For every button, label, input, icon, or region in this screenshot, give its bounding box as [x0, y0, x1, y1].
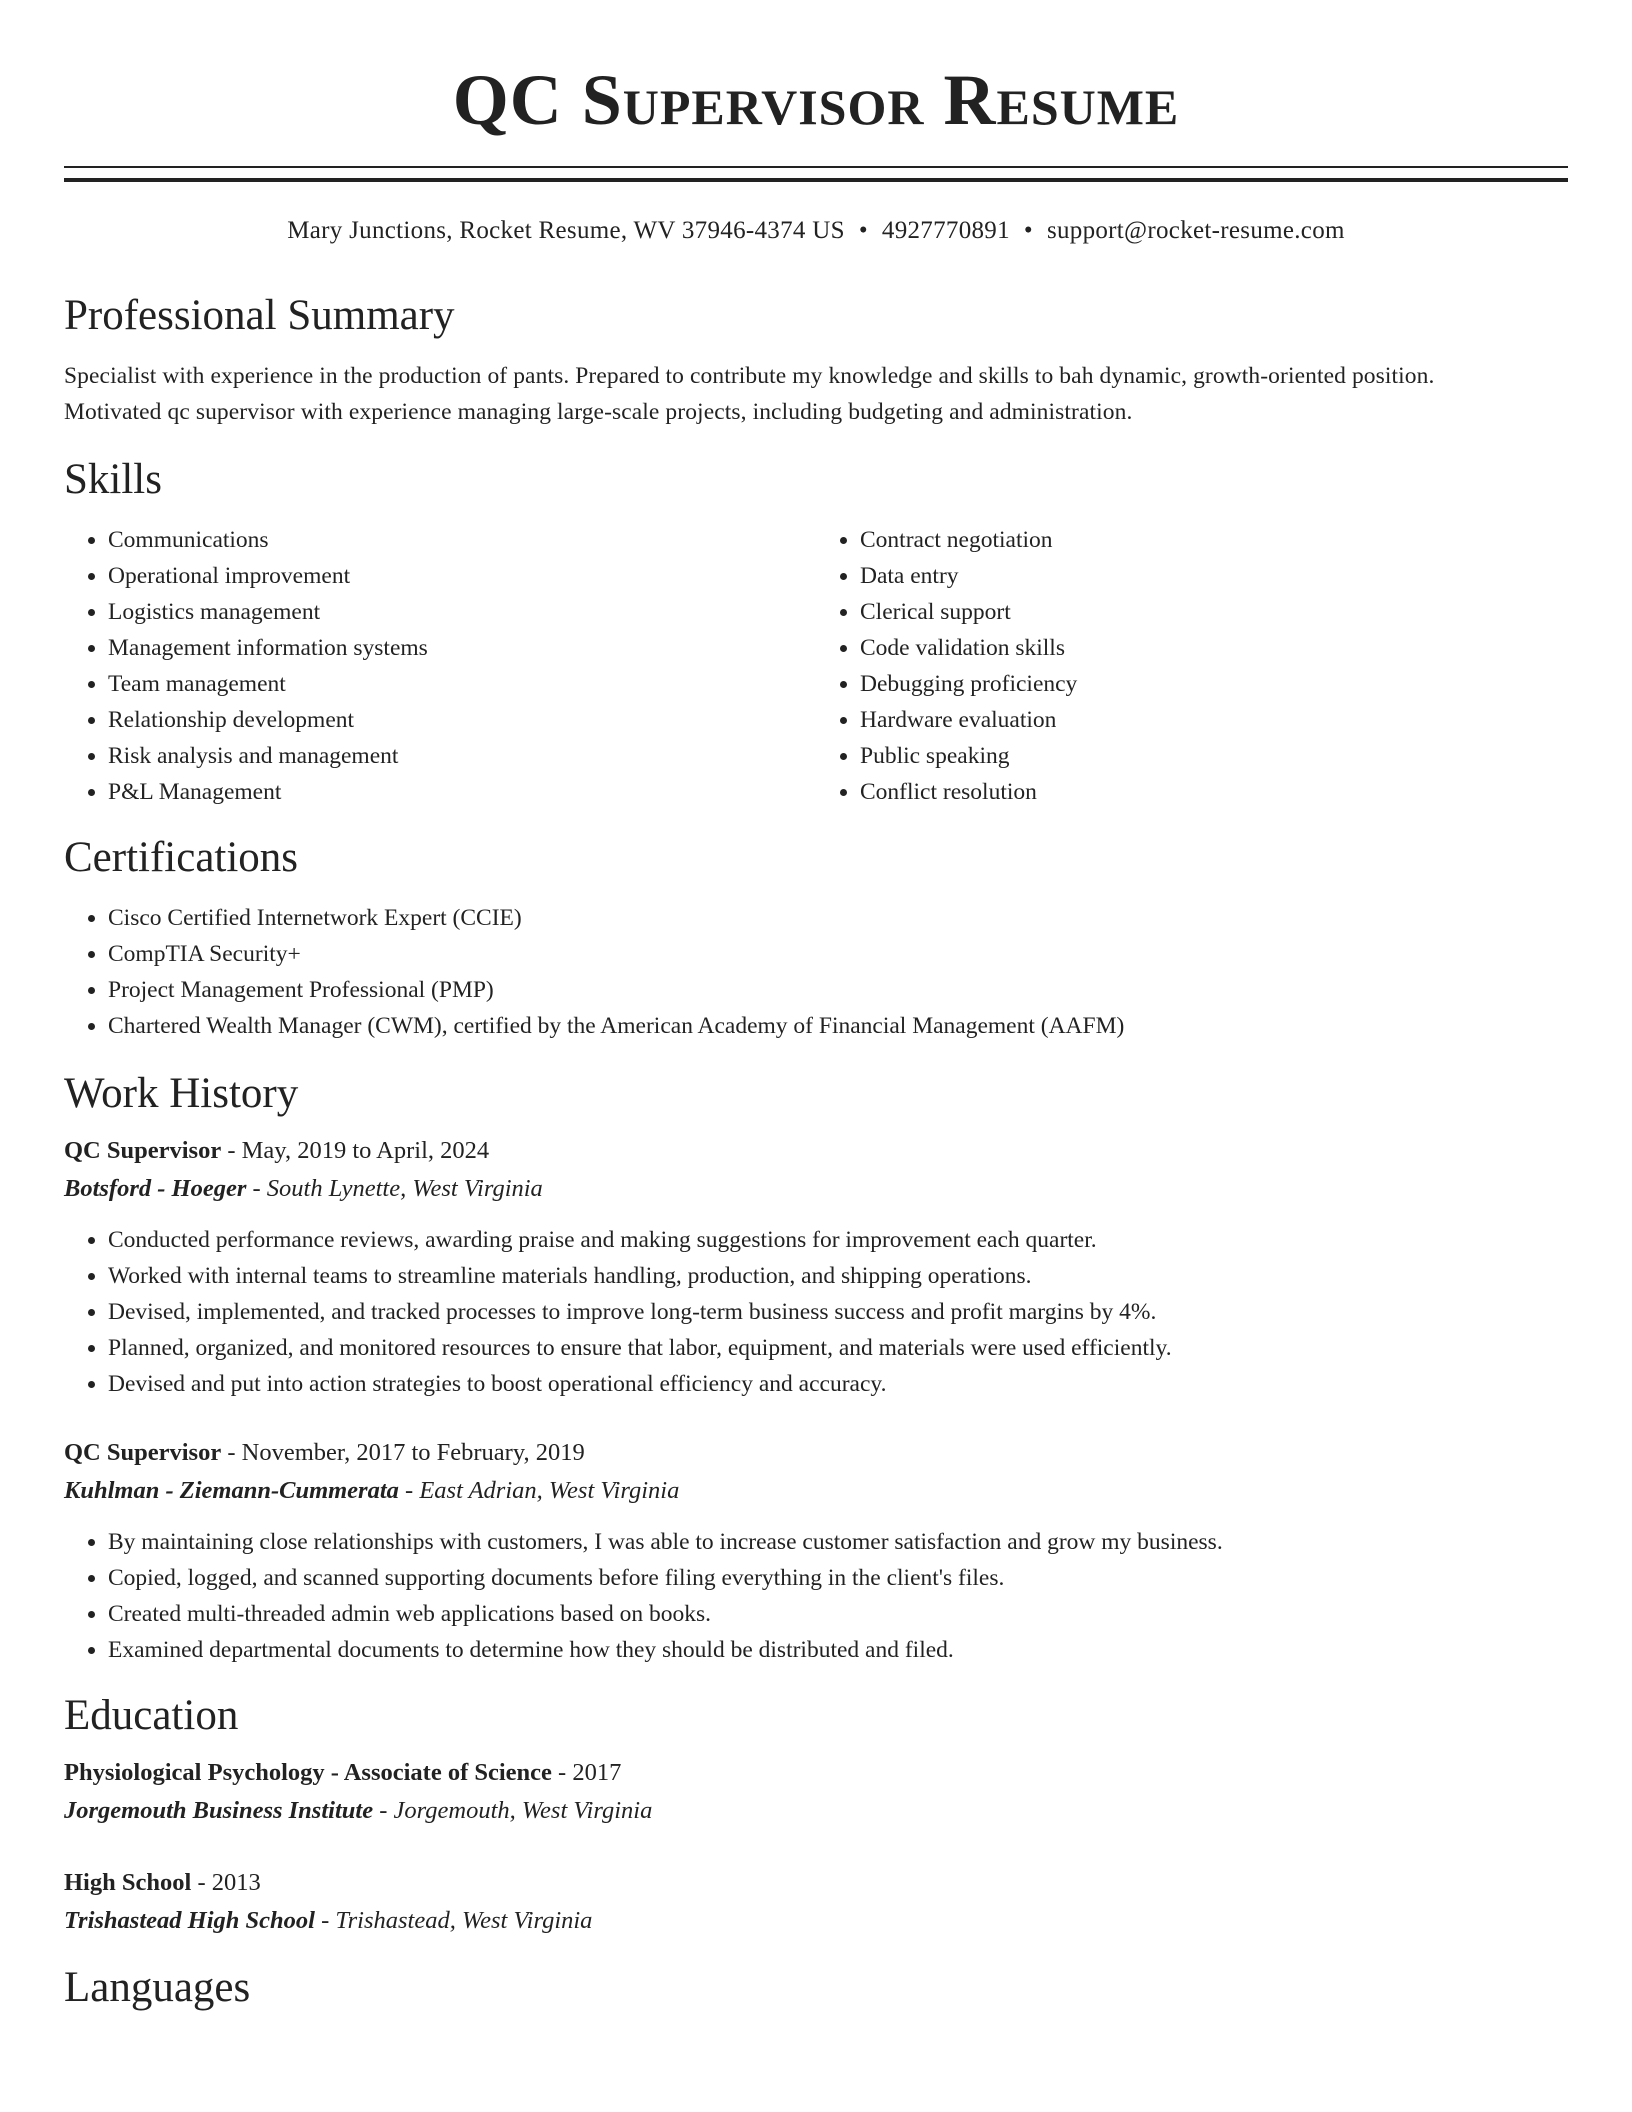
skill-item: • Management information systems [108, 630, 816, 666]
job-entry [64, 1434, 1568, 1668]
skill-item: • Data entry [860, 558, 1568, 594]
job-organization [64, 1170, 1568, 1208]
contact-separator: • [858, 217, 868, 244]
job-bullet: • Devised, implemented, and tracked processes to improve long-term business success and profit margins by 4%. [108, 1294, 1568, 1330]
job-bullet: • Created multi-threaded admin web applications based on books. [108, 1596, 1568, 1632]
job-bullet: • Examined departmental documents to determine how they should be distributed and filed. [108, 1632, 1568, 1668]
dash-separator: - [551, 1759, 573, 1786]
job-bullets [64, 1524, 1568, 1668]
certifications-list [64, 900, 1568, 1044]
education-location: Trishastead, West Virginia [335, 1907, 593, 1934]
section-heading-work-history: Work History [64, 1070, 299, 1117]
dash-separator: - [191, 1869, 212, 1896]
job-company: Botsford - Hoeger [64, 1175, 247, 1202]
skill-item: • Communications [108, 522, 816, 558]
education-year: 2017 [572, 1759, 622, 1786]
dash-separator: - [221, 1439, 242, 1466]
job-dates: May, 2019 to April, 2024 [241, 1137, 490, 1164]
contact-separator: • [1023, 217, 1033, 244]
dash-separator: - [246, 1175, 267, 1202]
contact-address: Mary Junctions, Rocket Resume, WV 37946-4374 US [287, 217, 845, 244]
section-heading-education: Education [64, 1692, 239, 1739]
skill-item: • Operational improvement [108, 558, 816, 594]
contact-line [64, 216, 1568, 246]
education-degree: High School [64, 1869, 192, 1896]
dash-separator: - [221, 1137, 242, 1164]
dash-separator: - [314, 1907, 336, 1934]
contact-phone: 4927770891 [881, 217, 1010, 244]
section-heading-summary: Professional Summary [64, 292, 455, 339]
job-heading [64, 1434, 1568, 1472]
job-title: QC Supervisor [64, 1137, 222, 1164]
job-bullet: • By maintaining close relationships with customers, I was able to increase customer satisfaction and grow my business. [108, 1524, 1568, 1560]
education-location: Jorgemouth, West Virginia [393, 1797, 653, 1824]
education-heading [64, 1864, 1568, 1902]
skill-item: • Logistics management [108, 594, 816, 630]
contact-email: support@rocket-resume.com [1046, 217, 1345, 244]
skill-item: • Conflict resolution [860, 774, 1568, 810]
skill-item: • Hardware evaluation [860, 702, 1568, 738]
certification-item: • Project Management Professional (PMP) [108, 972, 1568, 1008]
section-heading-skills: Skills [64, 456, 162, 503]
job-bullet: • Conducted performance reviews, awarding praise and making suggestions for improvement each quarter. [108, 1222, 1568, 1258]
summary-text [64, 358, 1568, 430]
summary-line: Motivated qc supervisor with experience managing large-scale projects, including budgeting and administration. [64, 399, 1133, 425]
job-bullet: • Worked with internal teams to streamline materials handling, production, and shipping operations. [108, 1258, 1568, 1294]
skill-item: • Relationship development [108, 702, 816, 738]
job-location: East Adrian, West Virginia [419, 1477, 680, 1504]
education-heading [64, 1754, 1568, 1792]
job-heading [64, 1132, 1568, 1170]
job-bullets [64, 1222, 1568, 1402]
education-school: Jorgemouth Business Institute [64, 1797, 374, 1824]
job-bullet: • Copied, logged, and scanned supporting documents before filing everything in the client's files. [108, 1560, 1568, 1596]
job-title: QC Supervisor [64, 1439, 222, 1466]
summary-line: Specialist with experience in the production of pants. Prepared to contribute my knowledge and skills to bah dynamic, growth-oriented position. [64, 363, 1435, 389]
certification-item: • Chartered Wealth Manager (CWM), certified by the American Academy of Financial Management (AAFM) [108, 1008, 1568, 1044]
skill-item: • P&L Management [108, 774, 816, 810]
skill-item: • Public speaking [860, 738, 1568, 774]
job-dates: November, 2017 to February, 2019 [241, 1439, 585, 1466]
job-company: Kuhlman - Ziemann-Cummerata [64, 1477, 399, 1504]
education-entry [64, 1864, 1568, 1940]
skills-list-right [816, 522, 1568, 810]
dash-separator: - [398, 1477, 420, 1504]
education-entry [64, 1754, 1568, 1830]
skill-item: • Debugging proficiency [860, 666, 1568, 702]
section-heading-languages: Languages [64, 1964, 251, 2011]
education-year: 2013 [211, 1869, 261, 1896]
education-school: Trishastead High School [64, 1907, 315, 1934]
certification-item: • Cisco Certified Internetwork Expert (CCIE) [108, 900, 1568, 936]
skills-list-left [64, 522, 816, 810]
skill-item: • Team management [108, 666, 816, 702]
job-organization [64, 1472, 1568, 1510]
job-entry [64, 1132, 1568, 1402]
dash-separator: - [373, 1797, 394, 1824]
job-location: South Lynette, West Virginia [266, 1175, 543, 1202]
job-bullet: • Devised and put into action strategies to boost operational efficiency and accuracy. [108, 1366, 1568, 1402]
title-double-rule [64, 166, 1568, 182]
skill-item: • Contract negotiation [860, 522, 1568, 558]
education-institution [64, 1792, 1568, 1830]
section-heading-certifications: Certifications [64, 834, 299, 881]
certification-item: • CompTIA Security+ [108, 936, 1568, 972]
education-degree: Physiological Psychology - Associate of Science [64, 1759, 552, 1786]
skill-item: • Risk analysis and management [108, 738, 816, 774]
education-institution [64, 1902, 1568, 1940]
job-bullet: • Planned, organized, and monitored resources to ensure that labor, equipment, and materials were used efficiently. [108, 1330, 1568, 1366]
skill-item: • Code validation skills [860, 630, 1568, 666]
skills-grid [64, 522, 1568, 810]
skill-item: • Clerical support [860, 594, 1568, 630]
resume-title: QC Supervisor Resume [452, 60, 1180, 140]
